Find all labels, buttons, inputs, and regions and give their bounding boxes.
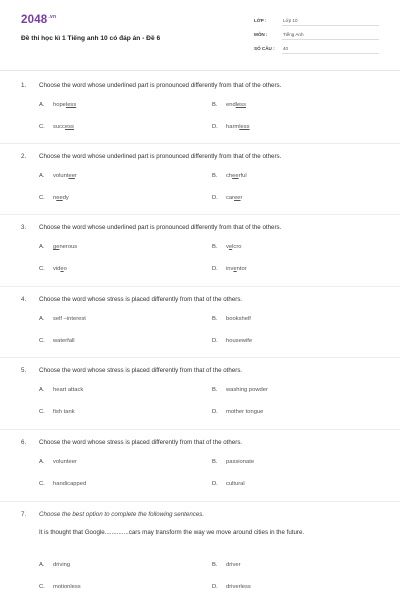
option-letter: C.: [39, 124, 45, 130]
underlined-part: less: [65, 102, 77, 108]
option-word: endless: [226, 102, 246, 108]
option-word: video: [53, 266, 67, 272]
answer-option[interactable]: [39, 338, 75, 344]
option-letter: D.: [212, 584, 218, 590]
option-letter: C.: [39, 481, 45, 487]
answer-option[interactable]: [39, 124, 74, 130]
option-letter: B.: [212, 173, 218, 179]
underlined-part: ee: [232, 173, 239, 179]
answer-option[interactable]: [39, 459, 77, 465]
answer-option[interactable]: [39, 409, 75, 415]
option-word: generous: [53, 244, 78, 250]
exam-title: Đề thi học kì 1 Tiếng anh 10 có đáp án - Đề 6: [21, 35, 161, 42]
option-letter: B.: [212, 316, 218, 322]
option-letter: D.: [212, 481, 218, 487]
answer-option[interactable]: [212, 124, 250, 130]
logo-suffix: .vn: [48, 14, 57, 20]
option-word: self –interest: [53, 316, 86, 322]
option-word: cultural: [226, 481, 245, 487]
option-letter: A.: [39, 102, 45, 108]
option-word: success: [53, 124, 74, 130]
question-text: Choose the best option to complete the following sentences.: [39, 511, 205, 518]
option-letter: C.: [39, 584, 45, 590]
option-word: fish tank: [53, 409, 75, 415]
option-letter: C.: [39, 338, 45, 344]
question-number: 4.: [21, 296, 27, 303]
exam-header: [0, 0, 400, 70]
underlined-part: e: [233, 266, 237, 272]
underlined-part: ee: [68, 173, 75, 179]
answer-option[interactable]: [212, 387, 268, 393]
answer-option[interactable]: [212, 459, 254, 465]
answer-option[interactable]: [212, 102, 246, 108]
answer-option[interactable]: [212, 195, 242, 201]
option-word: mother tongue: [226, 409, 264, 415]
option-word: volunteer: [53, 173, 77, 179]
underlined-part: ee: [56, 195, 63, 201]
option-letter: A.: [39, 173, 45, 179]
option-letter: B.: [212, 562, 218, 568]
question-divider: [0, 214, 400, 215]
option-letter: C.: [39, 409, 45, 415]
meta-class-label: LỚP :: [254, 18, 267, 23]
answer-option[interactable]: [39, 584, 81, 590]
answer-option[interactable]: [212, 173, 247, 179]
question-divider: [0, 429, 400, 430]
underlined-part: e: [228, 244, 233, 250]
option-letter: A.: [39, 316, 45, 322]
answer-option[interactable]: [39, 316, 86, 322]
option-letter: A.: [39, 459, 45, 465]
question-stem: It is thought that Google..............cars may transform the way we move around cities in the future.: [39, 529, 305, 536]
option-letter: D.: [212, 266, 218, 272]
question-number: 5.: [21, 367, 27, 374]
option-letter: C.: [39, 266, 45, 272]
option-word: bookshelf: [226, 316, 251, 322]
question-divider: [0, 357, 400, 358]
question-number: 3.: [21, 224, 27, 231]
underlined-part: ge: [53, 244, 60, 250]
meta-count-value: 40: [283, 46, 289, 51]
answer-option[interactable]: [212, 562, 241, 568]
answer-option[interactable]: [212, 266, 247, 272]
option-word: hopeless: [53, 102, 77, 108]
question-text: Choose the word whose stress is placed differently from that of the others.: [39, 439, 243, 446]
option-word: driving: [53, 562, 71, 568]
question-text: Choose the word whose underlined part is pronounced differently from that of the others.: [39, 224, 282, 231]
option-word: heart attack: [53, 387, 84, 393]
question-text: Choose the word whose stress is placed differently from that of the others.: [39, 296, 243, 303]
option-letter: D.: [212, 195, 218, 201]
answer-option[interactable]: [212, 316, 251, 322]
option-word: housewife: [226, 338, 253, 344]
option-word: washing powder: [226, 387, 268, 393]
option-letter: A.: [39, 244, 45, 250]
answer-option[interactable]: [39, 387, 83, 393]
answer-option[interactable]: [39, 173, 77, 179]
answer-option[interactable]: [212, 584, 251, 590]
option-letter: B.: [212, 102, 218, 108]
option-word: motionless: [53, 584, 81, 590]
meta-subject-label: MÔN :: [254, 32, 268, 37]
answer-option[interactable]: [39, 562, 70, 568]
option-letter: B.: [212, 459, 218, 465]
option-letter: A.: [39, 387, 45, 393]
question-number: 6.: [21, 439, 27, 446]
option-word: harmless: [226, 124, 250, 130]
option-letter: B.: [212, 244, 218, 250]
option-word: handicapped: [53, 481, 87, 487]
underlined-part: less: [239, 124, 250, 130]
option-letter: D.: [212, 409, 218, 415]
site-logo[interactable]: [21, 14, 56, 26]
question-divider: [0, 143, 400, 144]
option-word: passionate: [226, 459, 255, 465]
option-word: velcro: [226, 244, 242, 250]
option-word: driverless: [226, 584, 251, 590]
answer-option[interactable]: [39, 102, 76, 108]
underlined-part: ess: [64, 124, 74, 130]
option-word: inventor: [226, 266, 247, 272]
answer-option[interactable]: [212, 244, 241, 250]
meta-class-value: Lớp 10: [283, 18, 298, 23]
answer-option[interactable]: [39, 266, 67, 272]
underlined-part: less: [235, 102, 246, 108]
logo-text: 2048: [21, 14, 48, 26]
question-text: Choose the word whose underlined part is pronounced differently from that of the others.: [39, 82, 282, 89]
option-word: career: [226, 195, 243, 201]
option-word: cheerful: [226, 173, 247, 179]
question-number: 2.: [21, 153, 27, 160]
question-number: 1.: [21, 82, 27, 89]
answer-option[interactable]: [39, 244, 77, 250]
option-word: waterfall: [53, 338, 75, 344]
answer-option[interactable]: [39, 481, 86, 487]
option-letter: B.: [212, 387, 218, 393]
question-divider: [0, 501, 400, 502]
question-divider: [0, 286, 400, 287]
answer-option[interactable]: [212, 481, 245, 487]
question-number: 7.: [21, 511, 27, 518]
question-text: Choose the word whose underlined part is pronounced differently from that of the others.: [39, 153, 282, 160]
meta-subject-value: Tiếng Anh: [283, 32, 304, 37]
option-word: volunteer: [53, 459, 77, 465]
option-letter: C.: [39, 195, 45, 201]
option-letter: D.: [212, 124, 218, 130]
meta-count-label: SỐ CÂU :: [254, 46, 275, 51]
option-letter: D.: [212, 338, 218, 344]
answer-option[interactable]: [212, 409, 263, 415]
underlined-part: e: [60, 266, 64, 272]
header-divider: [0, 70, 400, 71]
answer-option[interactable]: [39, 195, 69, 201]
underlined-part: ee: [234, 195, 241, 201]
option-word: needy: [53, 195, 69, 201]
option-word: driver: [226, 562, 241, 568]
option-letter: A.: [39, 562, 45, 568]
answer-option[interactable]: [212, 338, 252, 344]
question-text: Choose the word whose stress is placed differently from that of the others.: [39, 367, 243, 374]
